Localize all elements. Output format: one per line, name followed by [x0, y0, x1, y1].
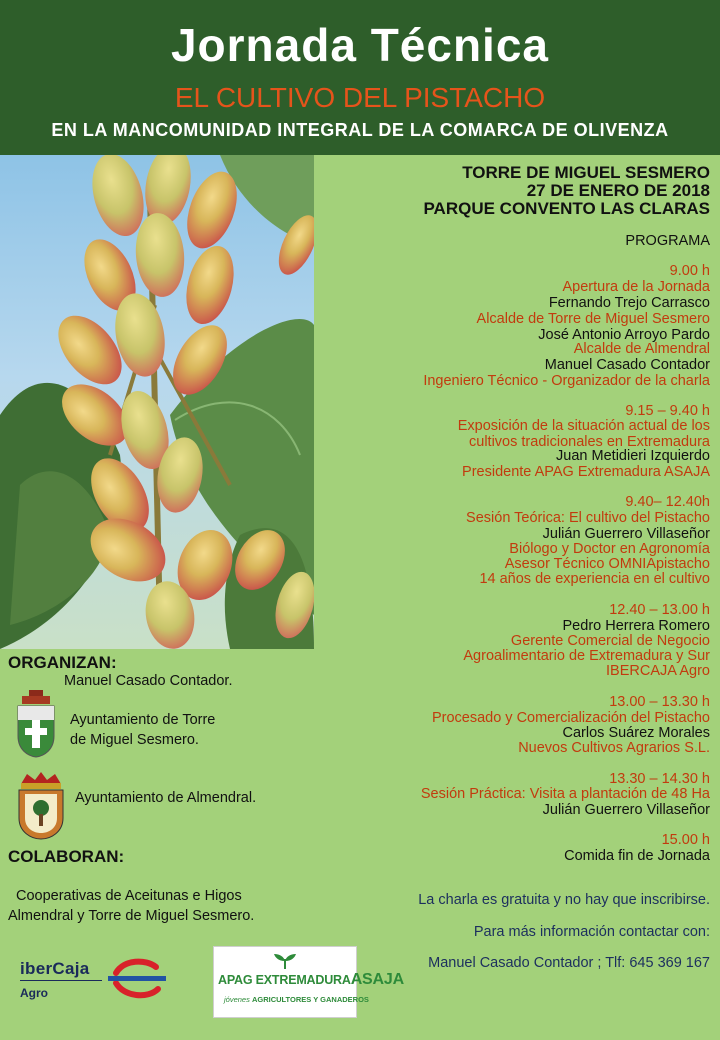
speaker-role: Presidente APAG Extremadura ASAJA	[462, 464, 710, 480]
speaker-role: Asesor Técnico OMNIApistacho	[504, 556, 710, 572]
collaborators-heading: COLABORAN:	[8, 847, 125, 866]
program-time: 9.15 – 9.40 h	[625, 403, 710, 419]
almendral-coat-of-arms-icon	[15, 770, 67, 840]
speaker-name: Fernando Trejo Carrasco	[548, 295, 710, 311]
program-time: 12.40 – 13.00 h	[609, 602, 710, 618]
venue-town: TORRE DE MIGUEL SESMERO	[462, 163, 710, 182]
header-banner	[0, 0, 720, 155]
ibercaja-rule	[20, 980, 102, 981]
program-title: Exposición de la situación actual de los	[457, 418, 710, 434]
apag-asaja-logo	[213, 946, 404, 1018]
organizer-ayto-torre: Ayuntamiento de Torre	[70, 712, 216, 728]
collaborators-line2: Almendral y Torre de Miguel Sesmero.	[8, 908, 255, 924]
speaker-role: 14 años de experiencia en el cultivo	[479, 571, 710, 587]
speaker-role: Alcalde de Almendral	[573, 341, 710, 357]
program-title: Sesión Teórica: El cultivo del Pistacho	[466, 510, 710, 526]
program-title: Procesado y Comercialización del Pistacho	[431, 710, 710, 726]
speaker-role: Alcalde de Torre de Miguel Sesmero	[476, 311, 710, 327]
program-time: 9.40– 12.40h	[625, 494, 710, 510]
program-time: 13.30 – 14.30 h	[609, 771, 710, 787]
apag-asaja: ASAJA	[350, 971, 404, 988]
organizer-person: Manuel Casado Contador.	[64, 673, 233, 689]
speaker-role: Biólogo y Doctor en Agronomía	[509, 541, 710, 557]
apag-sprout-icon	[270, 953, 300, 969]
program-title: cultivos tradicionales en Extremadura	[469, 434, 710, 450]
program-title: Apertura de la Jornada	[562, 279, 710, 295]
organizer-ayto-almendral: Ayuntamiento de Almendral.	[75, 790, 257, 806]
speaker-name: Carlos Suárez Morales	[562, 725, 710, 741]
speaker-name: Juan Metidieri Izquierdo	[556, 448, 710, 464]
page-subtitle: EL CULTIVO DEL PISTACHO	[174, 82, 546, 113]
page-tagline: EN LA MANCOMUNIDAD INTEGRAL DE LA COMARCA DE OLIVENZA	[51, 120, 669, 140]
apag-name: APAG EXTREMADURA	[218, 973, 351, 987]
program-title: Sesión Práctica: Visita a plantación de 48 Ha	[420, 786, 710, 802]
program-heading: PROGRAMA	[625, 233, 710, 249]
page-title: Jornada Técnica	[170, 19, 550, 71]
speaker-name: Julián Guerrero Villaseñor	[542, 802, 710, 818]
program-time: 15.00 h	[661, 832, 710, 848]
pistachio-photo	[0, 155, 314, 649]
speaker-name: José Antonio Arroyo Pardo	[538, 327, 710, 343]
venue-place: PARQUE CONVENTO LAS CLARAS	[423, 199, 710, 218]
speaker-role: Agroalimentario de Extremadura y Sur	[463, 648, 710, 664]
speaker-role: Nuevos Cultivos Agrarios S.L.	[518, 740, 710, 756]
ibercaja-emblem-icon	[106, 957, 168, 1001]
venue-date: 27 DE ENERO DE 2018	[526, 181, 710, 200]
torre-coat-of-arms-icon	[14, 690, 58, 758]
speaker-role: IBERCAJA Agro	[606, 663, 710, 679]
ibercaja-name: iberCaja	[20, 959, 90, 978]
speaker-name: Manuel Casado Contador	[544, 357, 710, 373]
speaker-role: Gerente Comercial de Negocio	[510, 633, 710, 649]
free-notice: La charla es gratuita y no hay que inscribirse.	[418, 892, 710, 908]
ibercaja-logo	[18, 955, 178, 1005]
apag-slogan-b: AGRICULTORES Y GANADEROS	[251, 995, 369, 1004]
program-note: Comida fin de Jornada	[564, 848, 710, 864]
ibercaja-sub: Agro	[20, 986, 48, 1000]
contact-line: Manuel Casado Contador ; Tlf: 645 369 167	[428, 955, 710, 971]
organizers-heading: ORGANIZAN:	[8, 653, 117, 672]
info-notice: Para más información contactar con:	[473, 924, 710, 940]
collaborators-line1: Cooperativas de Aceitunas e Higos	[16, 888, 242, 904]
speaker-name: Pedro Herrera Romero	[562, 618, 710, 634]
speaker-name: Julián Guerrero Villaseñor	[542, 526, 710, 542]
apag-slogan-a: jóvenes	[224, 995, 250, 1004]
program-time: 13.00 – 13.30 h	[609, 694, 710, 710]
organizer-ayto-torre-2: de Miguel Sesmero.	[70, 732, 199, 748]
program-time: 9.00 h	[669, 263, 710, 279]
speaker-role: Ingeniero Técnico - Organizador de la charla	[423, 373, 710, 389]
